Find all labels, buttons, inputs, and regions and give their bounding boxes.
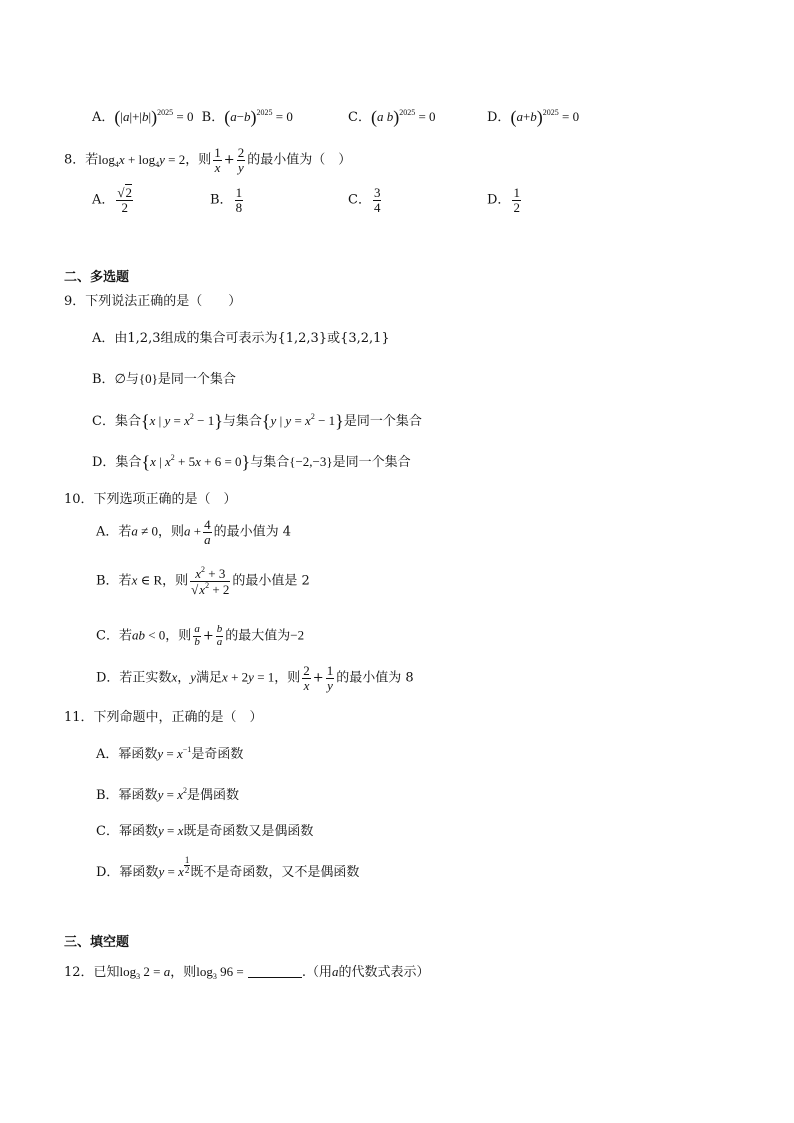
q9-option-a: A．由1,2,3组成的集合可表示为{1,2,3}或{3,2,1} xyxy=(92,331,390,346)
q9-option-c: C．集合{x | $y = x^2 - 1$}与集合{y | $y = x^2 - 1$}是同一个集合 xyxy=(92,411,422,431)
q11-option-b: B．幂函数$y = x^2$是偶函数 xyxy=(96,786,239,803)
q11-option-a: A．幂函数$y = x^{-1}$是奇函数 xyxy=(96,745,244,762)
q8-option-c: C． $\frac{3}{4}$ xyxy=(348,185,381,215)
answer-blank[interactable] xyxy=(248,965,302,978)
q7-option-d: D．$(a+b)^{2025} = 0$ xyxy=(487,107,580,127)
q11-stem: 11．下列命题中，正确的是（ ） xyxy=(64,710,263,725)
q7-option-b-label: B． xyxy=(201,110,225,125)
q10-stem: 10．下列选项正确的是（ ） xyxy=(64,492,237,507)
q9-option-b: B．∅与{0}是同一个集合 xyxy=(92,371,236,387)
q10-option-c: C．若ab < 0，则 $\frac{a}{b}$ + $\frac{b}{a}$ 的最大值为−2 xyxy=(96,623,305,648)
q7-option-c: C．(a b)$^{2025}$ = 0 xyxy=(348,107,436,127)
q7-option-b-expr: $(a-b)^{2025} = 0$ xyxy=(224,107,293,127)
q9-stem: 9．下列说法正确的是（ ） xyxy=(64,294,242,309)
q10-option-b: B．若x ∈ R，则 $\frac{x^2 + 3}{√x^2 + 2}$ 的最小值是 2 xyxy=(96,565,310,597)
q10-option-a: A．若a ≠ 0，则a + $\frac{4}{a}$ 的最小值为 4 xyxy=(96,517,292,547)
q8-stem: 8．若$\log_4x + \log_4y = 2$，则 $\frac{1}{x}$ + $\frac{2}{y}$ 的最小值为（ ） xyxy=(64,145,352,175)
q8-option-b: B． $\frac{1}{8}$ xyxy=(210,185,243,215)
q9-option-d: D．集合{x | $x^2 + 5x + 6 = 0$}与集合{−2,−3}是同一个集合 xyxy=(92,452,411,472)
q11-option-c: C．幂函数y = x既是奇函数又是偶函数 xyxy=(96,823,314,839)
q7-option-a-expr: $(|a|+|b|)^{2025} = 0$ xyxy=(114,107,194,127)
section-2-title: 二、多选题 xyxy=(64,270,130,285)
q7-options xyxy=(92,106,293,128)
q12-stem: 12．已知$\log_3 2 = a$，则$\log_3 96$ = .（用a的代数式表示） xyxy=(64,964,430,981)
q7-option-a-label: A． xyxy=(92,110,115,125)
q8-option-d: D． $\frac{1}{2}$ xyxy=(487,185,520,215)
section-3-title: 三、填空题 xyxy=(64,935,130,950)
q11-option-d: D．幂函数y = x $^{\frac{1}{2}}$ 既不是奇函数，又不是偶函数 xyxy=(96,855,360,880)
q8-option-a: A． $\frac{√2}{2}$ xyxy=(92,185,133,215)
q10-option-d: D．若正实数x，y满足x + 2y = 1，则 $\frac{2}{x}$ + $\frac{1}{y}$ 的最小值为 8 xyxy=(96,663,414,693)
